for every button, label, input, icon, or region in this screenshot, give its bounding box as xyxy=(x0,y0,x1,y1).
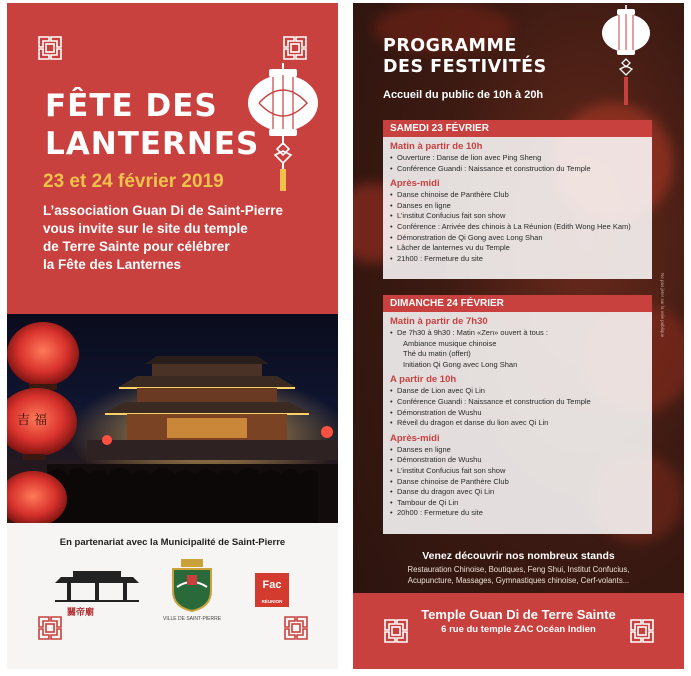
program-item: • L’institut Confucius fait son show xyxy=(390,466,645,477)
program-subitem: Ambiance musique chinoise xyxy=(403,338,497,348)
partners-section xyxy=(7,523,338,669)
fac-logo xyxy=(255,573,289,607)
lantern-icon xyxy=(601,5,651,114)
day-header-saturday: SAMEDI 23 FÉVRIER xyxy=(383,120,652,137)
program-item: • Danses en ligne xyxy=(390,201,645,212)
temple-address: 6 rue du temple ZAC Océan Indien xyxy=(441,624,596,635)
invite-line: L’association Guan Di de Saint-Pierre xyxy=(43,203,284,218)
event-dates: 23 et 24 février 2019 xyxy=(43,171,224,192)
invite-line: de Terre Sainte pour célébrer xyxy=(43,239,230,254)
block-heading: A partir de 10h xyxy=(390,374,457,386)
invite-line: la Fête des Lanternes xyxy=(43,257,182,272)
program-subitem: Thé du matin (offert) xyxy=(403,349,471,359)
ville-saint-pierre-text: VILLE DE SAINT-PIERRE xyxy=(163,616,222,622)
fac-logo-sub: RÉUNION xyxy=(261,599,283,604)
invitation-text xyxy=(43,202,333,274)
program-item: • Danses en ligne xyxy=(390,445,645,456)
program-item: • Conférence Guandi : Naissance et construction du Temple xyxy=(390,397,645,408)
program-title xyxy=(383,36,547,78)
corner-ornament-icon xyxy=(37,615,63,641)
stands-list xyxy=(373,564,664,586)
program-item: • Conférence Guandi : Naissance et construction du Temple xyxy=(390,164,645,175)
event-title xyxy=(45,87,259,163)
program-item: • Danse chinoise de Panthère Club xyxy=(390,190,645,201)
program-item: • 21h00 : Fermeture du site xyxy=(390,254,645,265)
temple-footer xyxy=(353,593,684,669)
program-item: • L’institut Confucius fait son show xyxy=(390,211,645,222)
header-band xyxy=(7,3,338,314)
title-line-1: FÊTE DES xyxy=(45,88,218,124)
program-item: • Conférence : Arrivée des chinois à La Réunion (Edith Wong Hee Kam) xyxy=(390,222,645,233)
right-panel xyxy=(353,3,684,669)
temple-photo xyxy=(7,314,338,523)
program-item: • Réveil du dragon et danse du lion avec Qi Lin xyxy=(390,418,645,429)
corner-ornament-icon xyxy=(37,35,63,61)
block-heading: Après-midi xyxy=(390,432,440,444)
program-item: • De 7h30 à 9h30 : Matin «Zen» ouvert à tous : xyxy=(390,328,645,339)
program-title-line-2: DES FESTIVITÉS xyxy=(383,57,547,77)
program-item: • Danse chinoise de Panthère Club xyxy=(390,477,645,488)
program-item: • Lâcher de lanternes vu du Temple xyxy=(390,243,645,254)
program-subitem: Initiation Qi Gong avec Long Shan xyxy=(403,359,518,369)
ville-saint-pierre-crest-icon xyxy=(167,557,217,613)
invite-line: vous invite sur le site du temple xyxy=(43,221,248,236)
corner-ornament-icon xyxy=(283,615,309,641)
fac-logo-text: Fac xyxy=(262,579,282,591)
block-heading: Matin à partir de 7h30 xyxy=(390,316,488,327)
corner-ornament-icon xyxy=(282,35,308,61)
title-line-2: LANTERNES xyxy=(45,126,260,162)
opening-hours: Accueil du public de 10h à 20h xyxy=(383,89,544,101)
partnership-text: En partenariat avec la Municipalité de Saint-Pierre xyxy=(59,537,286,548)
guan-di-logo-text: 關帝廟 xyxy=(67,607,95,617)
stands-line: Restauration Chinoise, Boutiques, Feng Shui, Institut Confucius, xyxy=(407,565,630,574)
program-item: • Danse du dragon avec Qi Lin xyxy=(390,487,645,498)
program-item: • Tambour de Qi Lin xyxy=(390,498,645,509)
program-item: • Danse de Lion avec Qi Lin xyxy=(390,386,645,397)
left-panel xyxy=(7,3,338,669)
program-item: • 20h00 : Fermeture du site xyxy=(390,508,645,519)
program-item: • Démonstration de Qi Gong avec Long Shan xyxy=(390,233,645,244)
svg-text:吉 福: 吉 福 xyxy=(17,413,48,428)
program-item: • Démonstration de Wushu xyxy=(390,455,645,466)
guan-di-temple-logo xyxy=(51,567,143,612)
program-title-line-1: PROGRAMME xyxy=(383,36,517,56)
block-heading: Après-midi xyxy=(390,178,440,190)
program-item: • Démonstration de Wushu xyxy=(390,408,645,419)
day-schedule-sunday xyxy=(383,312,652,534)
program-item: • Ouverture : Danse de lion avec Ping Sheng xyxy=(390,153,645,164)
stands-title: Venez découvrir nos nombreux stands xyxy=(422,550,615,562)
stands-line: Acupuncture, Massages, Gymnastiques chinoise, Cerf-volants... xyxy=(407,576,630,585)
day-schedule-saturday xyxy=(383,137,652,279)
block-heading: Matin à partir de 10h xyxy=(390,141,483,152)
credit-text: Ne pas jeter sur la voie publique xyxy=(660,273,665,338)
day-header-sunday: DIMANCHE 24 FÉVRIER xyxy=(383,295,652,312)
temple-name: Temple Guan Di de Terre Sainte xyxy=(421,607,616,622)
